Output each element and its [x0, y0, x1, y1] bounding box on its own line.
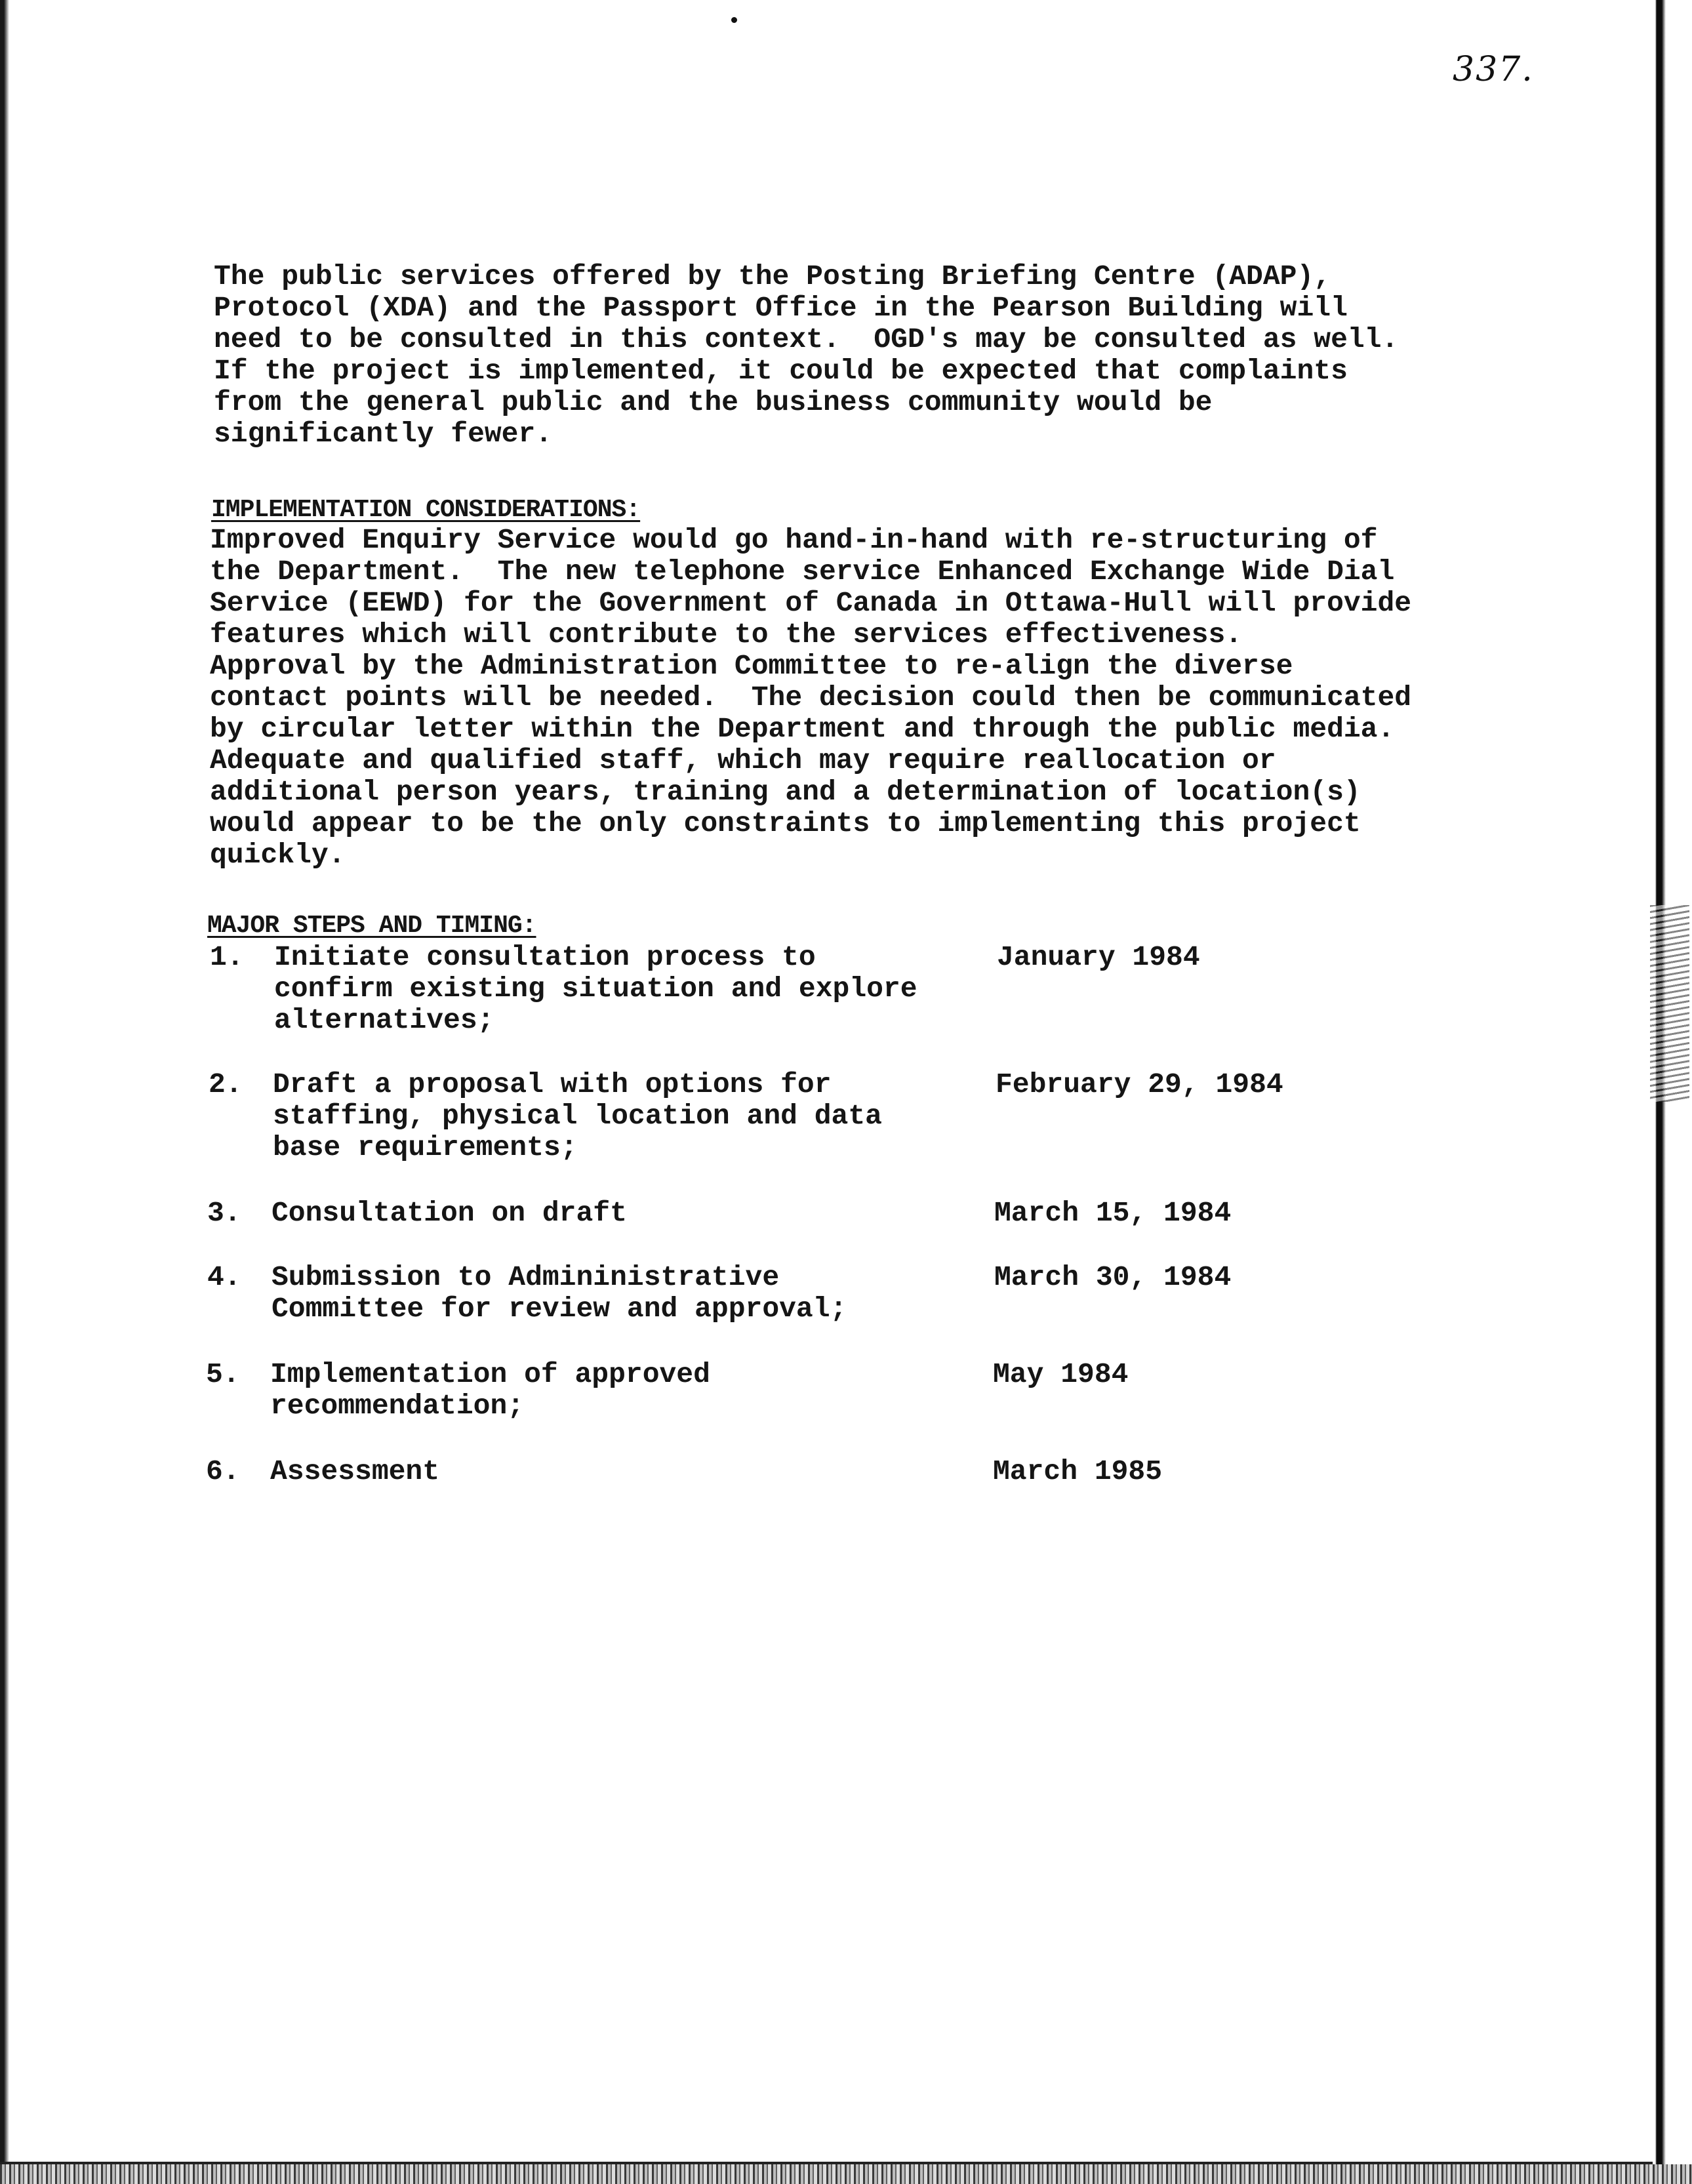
step-description: Implementation of approved recommendation; — [270, 1358, 710, 1422]
implementation-heading: IMPLEMENTATION CONSIDERATIONS: — [211, 496, 641, 524]
handwritten-page-number: 337. — [1453, 50, 1534, 89]
step-date: February 29, 1984 — [996, 1068, 1283, 1101]
step-number: 3. — [207, 1197, 241, 1229]
steps-heading: MAJOR STEPS AND TIMING: — [207, 912, 536, 940]
step-date: May 1984 — [993, 1358, 1129, 1390]
scan-left-edge — [0, 0, 9, 2184]
step-description: Draft a proposal with options for staffing, physical location and data base requirements; — [273, 1068, 882, 1163]
step-number: 1. — [210, 941, 244, 973]
step-date: March 15, 1984 — [994, 1197, 1232, 1229]
step-date: March 1985 — [993, 1455, 1163, 1487]
step-date: March 30, 1984 — [994, 1261, 1232, 1293]
step-date: January 1984 — [997, 941, 1200, 973]
step-description: Submission to Admininistrative Committee for review and approval; — [272, 1261, 847, 1325]
scan-right-speckle — [1650, 905, 1689, 1102]
step-number: 4. — [207, 1261, 241, 1293]
step-description: Initiate consultation process to confirm existing situation and explore alternatives; — [274, 941, 917, 1036]
step-description: Consultation on draft — [272, 1197, 627, 1229]
step-number: 6. — [206, 1455, 240, 1487]
step-number: 5. — [206, 1358, 240, 1390]
scan-dot-mark — [731, 17, 737, 23]
implementation-paragraph: Improved Enquiry Service would go hand-in-hand with re-structuring of the Department. The new telephone service Enhanced Exchange Wide Dial Service (EEWD) for the Government of Canada in Ottawa-Hull will provide features which will contribute to the services effectiveness. Approval by the Administration Committee to re-align the diverse contact points will be needed. The decision could then be communicated by circular letter within the Department and through the public media. Adequate and qualified staff, which may require reallocation or additional person years, training and a determination of location(s) would appear to be the only constraints to implementing this project quickly. — [210, 524, 1412, 871]
scan-bottom-edge — [0, 2164, 1692, 2184]
step-description: Assessment — [270, 1455, 440, 1487]
step-number: 2. — [209, 1068, 243, 1101]
intro-paragraph: The public services offered by the Posting Briefing Centre (ADAP), Protocol (XDA) and the Passport Office in the Pearson Building will need to be consulted in this context. OGD's may be consulted as well. If the project is implemented, it could be expected that complaints from the general public and the business community would be significantly fewer. — [214, 260, 1399, 450]
